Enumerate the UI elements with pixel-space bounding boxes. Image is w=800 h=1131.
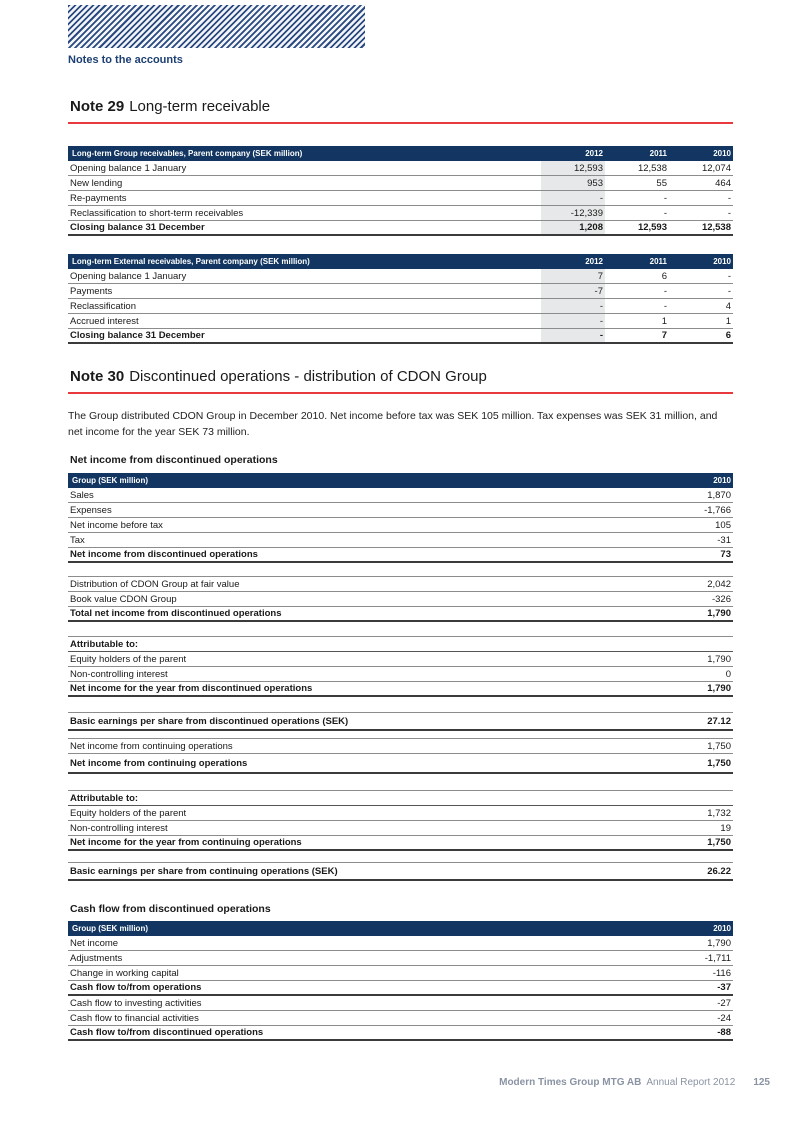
row-label: Cash flow to financial activities (70, 1012, 199, 1024)
row-label: Sales (70, 489, 94, 501)
header-hatch-pattern (68, 5, 365, 48)
table-row (68, 863, 733, 881)
table-row (68, 607, 733, 622)
row-label: Closing balance 31 December (70, 330, 205, 341)
table-row (68, 284, 733, 299)
row-value: -37 (717, 982, 731, 993)
row-value: -1,766 (704, 504, 731, 516)
row-value: 464 (715, 177, 731, 189)
row-value: - (541, 299, 605, 313)
table-row (68, 667, 733, 682)
row-value: - (541, 329, 605, 342)
row-value: -7 (541, 284, 605, 298)
row-label: Cash flow to/from discontinued operations (70, 1027, 264, 1038)
row-value: -31 (717, 534, 731, 546)
row-value: 1,870 (707, 489, 731, 501)
row-label: Adjustments (70, 952, 123, 964)
row-value: 953 (541, 176, 605, 190)
table-header-bar (68, 921, 733, 936)
row-value: - (663, 285, 667, 297)
row-value: 2,042 (707, 578, 731, 590)
table-row (68, 221, 733, 236)
eps-continuing-block (68, 862, 733, 881)
row-value: 12,074 (701, 162, 731, 174)
row-value: - (727, 285, 731, 297)
row-label: Change in working capital (70, 967, 179, 979)
table-row (68, 191, 733, 206)
row-label: Opening balance 1 January (70, 270, 187, 282)
cashflow-table (68, 921, 733, 1041)
table-header-label: Group (SEK million) (72, 924, 148, 933)
row-value: -88 (717, 1027, 731, 1038)
table-year-label: 2010 (713, 924, 731, 933)
row-value: - (727, 207, 731, 219)
note29-number: Note 29 (70, 98, 125, 115)
table-row (68, 936, 733, 951)
row-value: 73 (720, 549, 731, 560)
table-row (68, 652, 733, 667)
note30-intro-paragraph: The Group distributed CDON Group in December 2010. Net income before tax was SEK 105 million. Tax expenses was SEK 31 million, and net income for the year SEK 73 million. (68, 410, 718, 438)
row-value: 7 (661, 330, 667, 341)
row-label: Net income (70, 937, 119, 949)
table-row (68, 791, 733, 806)
table-row (68, 739, 733, 754)
row-value: 1,790 (707, 608, 731, 619)
row-label: Non-controlling interest (70, 668, 168, 680)
row-label: New lending (70, 177, 123, 189)
table-header-label: Long-term Group receivables, Parent company (SEK million) (72, 149, 303, 158)
table-row (68, 836, 733, 851)
row-label: Net income for the year from continuing operations (70, 837, 302, 848)
row-value: 1,732 (707, 807, 731, 819)
table-row (68, 1011, 733, 1026)
note29-heading (68, 98, 733, 124)
table-row (68, 176, 733, 191)
table-header-bar (68, 146, 733, 161)
table-year-label: 2012 (585, 257, 603, 266)
table-year-label: 2011 (649, 257, 667, 266)
table-row (68, 951, 733, 966)
table-row (68, 637, 733, 652)
row-label: Net income for the year from discontinued operations (70, 683, 313, 694)
row-value: 55 (656, 177, 667, 189)
table-row (68, 981, 733, 996)
table-row (68, 577, 733, 592)
row-label: Closing balance 31 December (70, 222, 205, 233)
table-row (68, 548, 733, 563)
table-header-bar (68, 254, 733, 269)
table-row (68, 592, 733, 607)
table-year-label: 2011 (649, 149, 667, 158)
row-value: -326 (711, 593, 731, 605)
table-row (68, 754, 733, 774)
row-label: Attributable to: (70, 792, 139, 804)
row-value: 1,208 (541, 221, 605, 234)
table-header-label: Long-term External receivables, Parent company (SEK million) (72, 257, 310, 266)
table-header-label: Group (SEK million) (72, 476, 148, 485)
row-value: - (541, 314, 605, 328)
row-value: - (663, 192, 667, 204)
row-value: -116 (712, 967, 731, 979)
row-label: Basic earnings per share from continuing operations (SEK) (70, 865, 338, 877)
footer-report-title: Annual Report 2012 (646, 1077, 736, 1088)
row-value: 6 (725, 330, 731, 341)
row-label: Cash flow to investing activities (70, 997, 202, 1009)
row-label: Cash flow to/from operations (70, 982, 202, 993)
table-row (68, 299, 733, 314)
row-value: -27 (717, 997, 731, 1009)
row-value: 7 (541, 269, 605, 283)
page-footer (68, 1077, 770, 1088)
row-label: Attributable to: (70, 638, 139, 650)
table-year-label: 2012 (585, 149, 603, 158)
table-row (68, 533, 733, 548)
table-row (68, 996, 733, 1011)
row-value: 1,750 (707, 757, 731, 769)
row-value: 19 (720, 822, 731, 834)
row-value: 12,538 (637, 162, 667, 174)
row-value: -1,711 (704, 952, 731, 964)
table-year-label: 2010 (713, 476, 731, 485)
table-row (68, 329, 733, 344)
row-value: - (663, 207, 667, 219)
row-label: Equity holders of the parent (70, 807, 187, 819)
table-row (68, 713, 733, 731)
distribution-block (68, 576, 733, 622)
table-year-label: 2010 (713, 149, 731, 158)
table-row (68, 966, 733, 981)
row-label: Net income from continuing operations (70, 757, 248, 769)
row-value: 1 (725, 315, 731, 327)
table-row (68, 1026, 733, 1041)
table-row (68, 518, 733, 533)
footer-page-number: 125 (753, 1077, 770, 1088)
row-label: Equity holders of the parent (70, 653, 187, 665)
page-content (68, 0, 733, 1041)
eps-discontinued-block (68, 712, 733, 731)
row-value: 4 (725, 300, 731, 312)
table-row (68, 806, 733, 821)
row-value: 1,790 (707, 653, 731, 665)
row-label: Re-payments (70, 192, 127, 204)
note29-group-receivables-table (68, 146, 733, 236)
row-label: Expenses (70, 504, 112, 516)
row-value: 26.22 (707, 865, 731, 877)
table-header-bar (68, 473, 733, 488)
row-label: Distribution of CDON Group at fair value (70, 578, 240, 590)
footer-company: Modern Times Group MTG AB (499, 1077, 642, 1088)
row-label: Reclassification to short-term receivables (70, 207, 244, 219)
row-value: 1,790 (707, 683, 731, 694)
section-label: Notes to the accounts (68, 54, 183, 66)
row-label: Payments (70, 285, 113, 297)
table-row (68, 821, 733, 836)
row-value: -24 (717, 1012, 731, 1024)
attributable-discontinued-block (68, 636, 733, 697)
row-value: 27.12 (707, 715, 731, 727)
row-value: -12,339 (541, 206, 605, 220)
table-row (68, 503, 733, 518)
row-value: 12,593 (541, 161, 605, 175)
row-label: Net income before tax (70, 519, 163, 531)
row-label: Reclassification (70, 300, 136, 312)
note29-title: Long-term receivable (129, 98, 271, 115)
row-value: 1,790 (707, 937, 731, 949)
note30-heading (68, 368, 733, 394)
row-label: Book value CDON Group (70, 593, 177, 605)
cashflow-subheading: Cash flow from discontinued operations (70, 903, 271, 915)
row-label: Tax (70, 534, 85, 546)
row-label: Opening balance 1 January (70, 162, 187, 174)
note30-title: Discontinued operations - distribution of CDON Group (129, 368, 487, 385)
table-row (68, 206, 733, 221)
income-subheading: Net income from discontinued operations (70, 454, 278, 466)
table-row (68, 682, 733, 697)
row-label: Net income from continuing operations (70, 740, 233, 752)
row-value: 6 (661, 270, 667, 282)
table-row (68, 488, 733, 503)
table-year-label: 2010 (713, 257, 731, 266)
row-label: Basic earnings per share from discontinued operations (SEK) (70, 715, 349, 727)
row-label: Net income from discontinued operations (70, 549, 258, 560)
row-value: 105 (715, 519, 731, 531)
row-value: 1,750 (707, 740, 731, 752)
row-value: - (727, 192, 731, 204)
row-value: 1 (661, 315, 667, 327)
row-value: 12,538 (701, 222, 731, 233)
row-value: - (663, 300, 667, 312)
row-label: Non-controlling interest (70, 822, 168, 834)
continuing-operations-block (68, 738, 733, 774)
row-value: 1,750 (707, 837, 731, 848)
note30-number: Note 30 (70, 368, 125, 385)
row-value: 0 (725, 668, 731, 680)
table-row (68, 161, 733, 176)
attributable-continuing-block (68, 790, 733, 851)
row-value: - (727, 270, 731, 282)
row-value: - (541, 191, 605, 205)
table-row (68, 314, 733, 329)
note29-external-receivables-table (68, 254, 733, 344)
table-row (68, 269, 733, 284)
income-table (68, 473, 733, 563)
row-label: Total net income from discontinued operations (70, 608, 282, 619)
row-value: 12,593 (637, 222, 667, 233)
row-label: Accrued interest (70, 315, 139, 327)
